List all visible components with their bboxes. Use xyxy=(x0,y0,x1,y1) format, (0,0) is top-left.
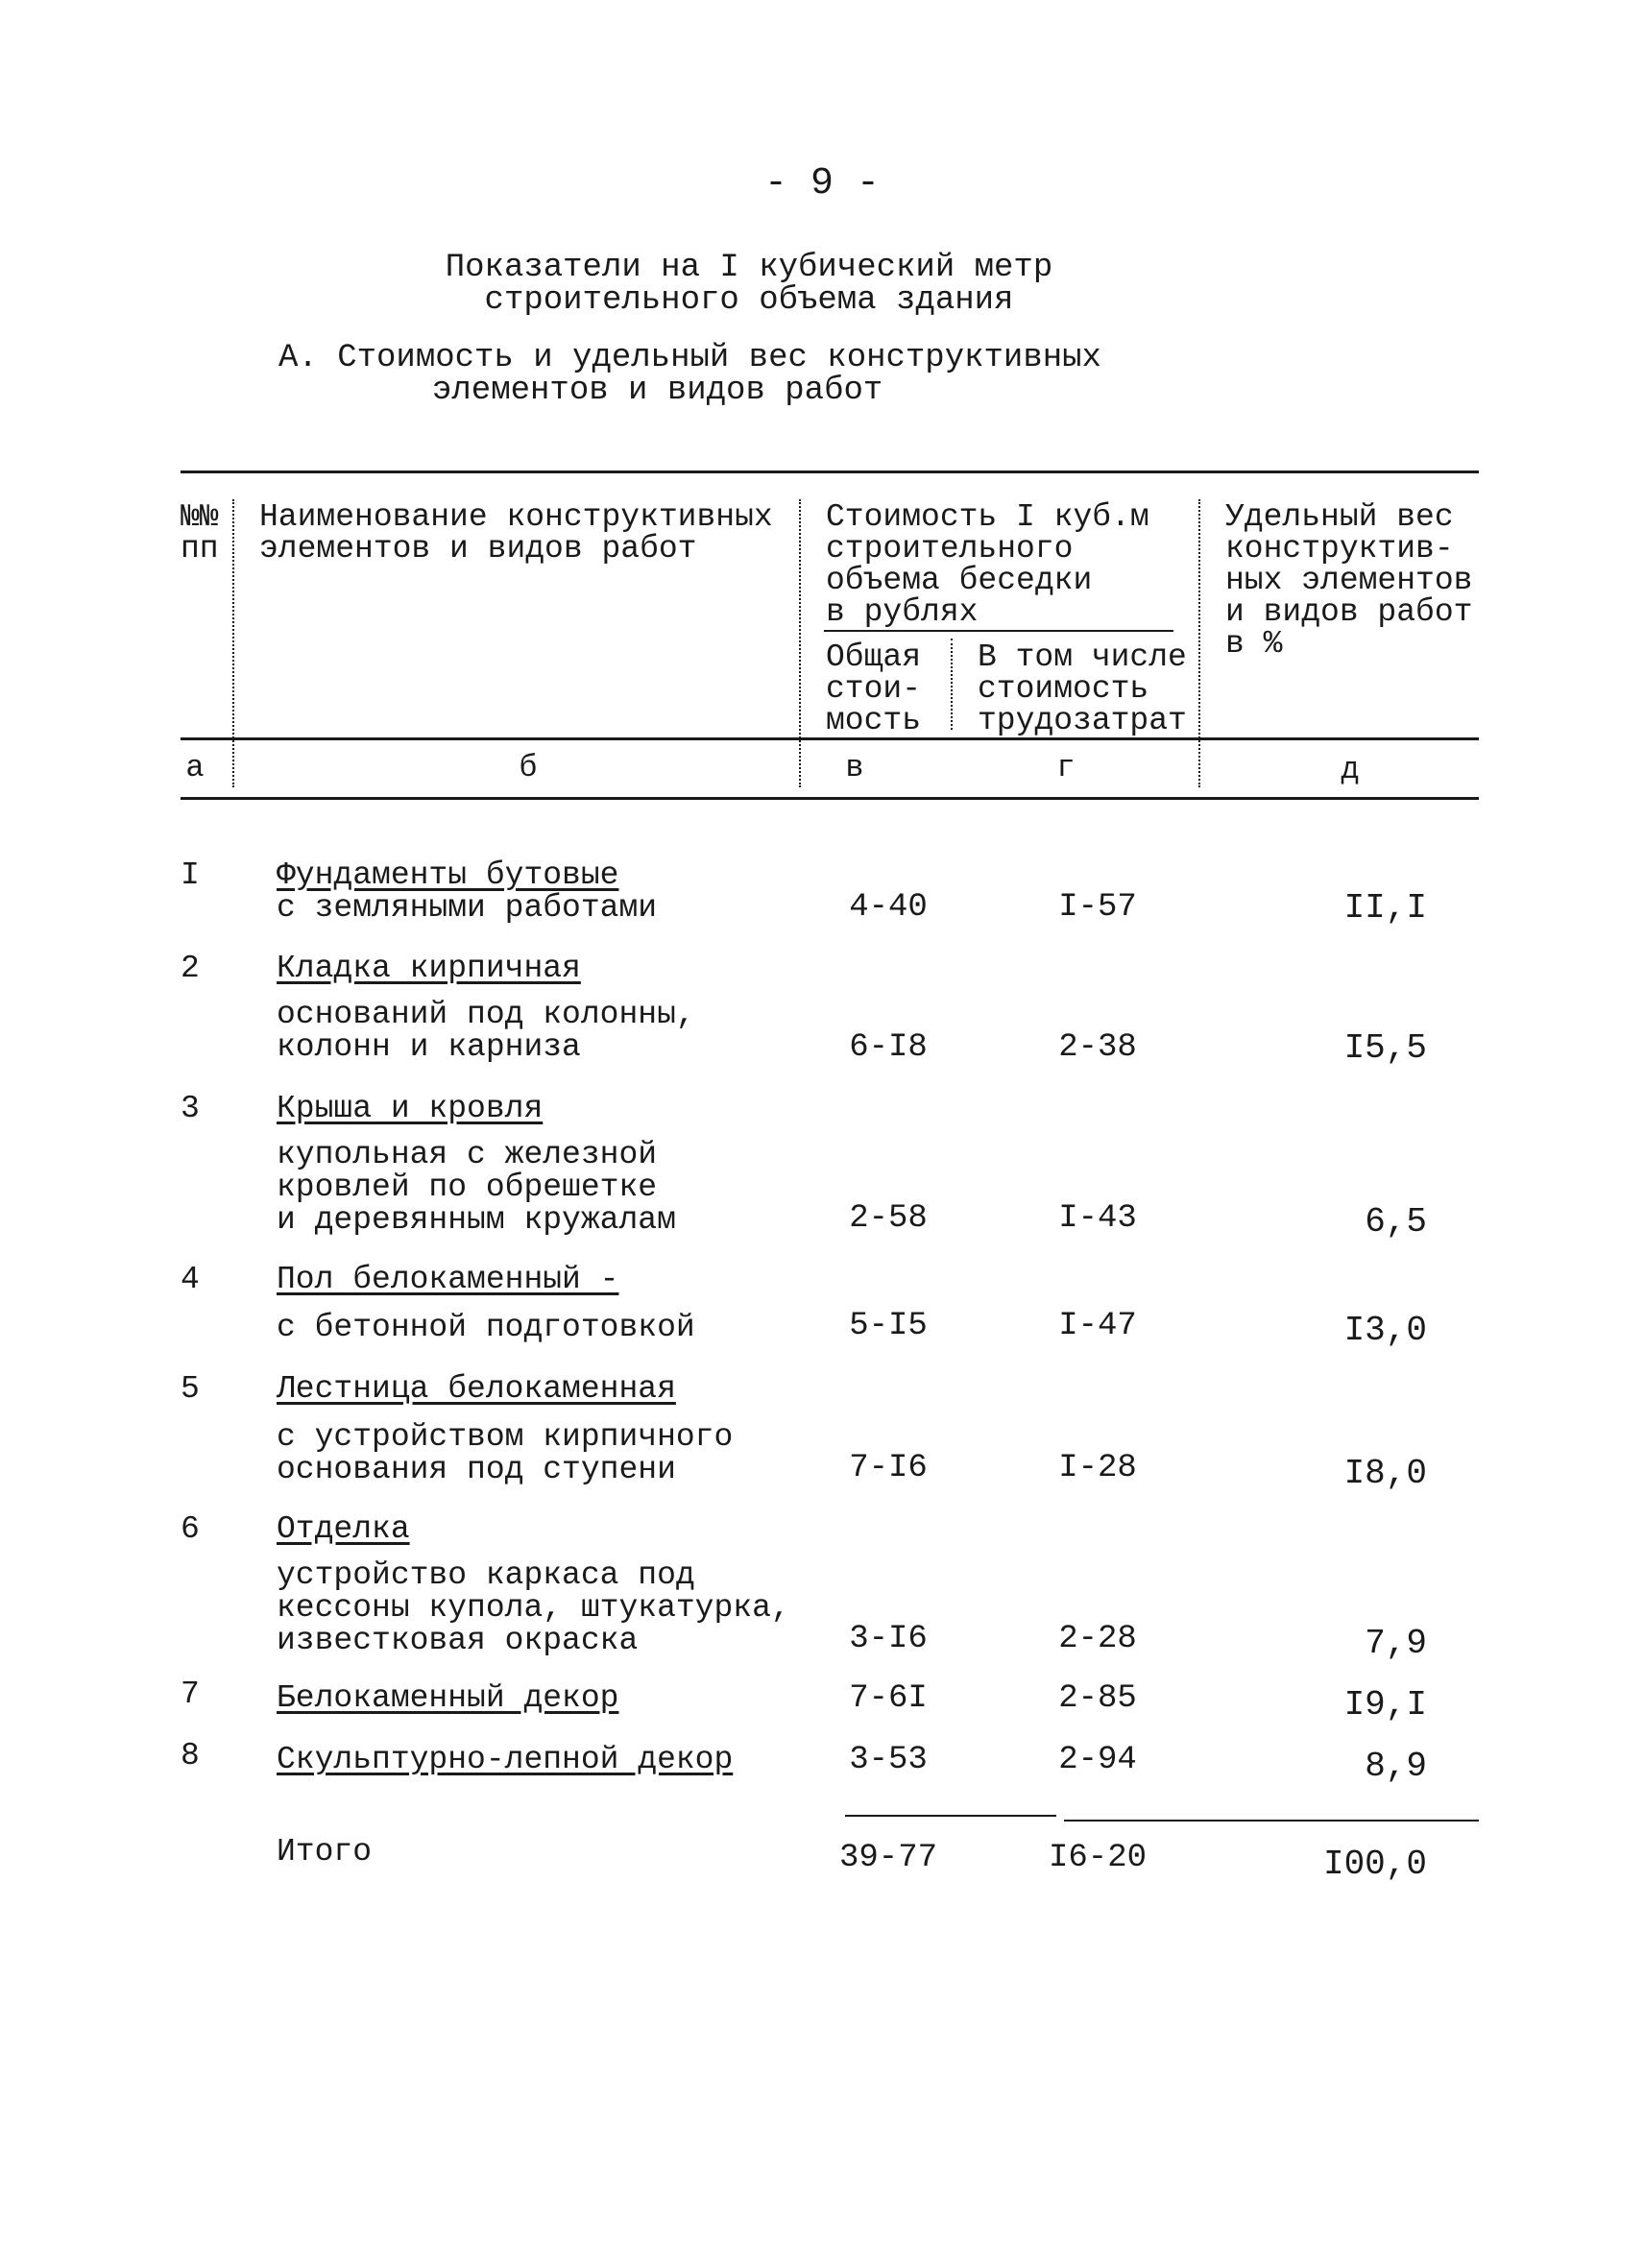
header-weight: Удельный вес конструктив- ных элементов и видов работ в % xyxy=(1225,499,1473,662)
document-title xyxy=(288,252,1210,317)
row-4-weight: I3,0 xyxy=(1343,1311,1427,1350)
row-3-title: Крыша и кровля xyxy=(277,1091,544,1126)
row-6-labor: 2-28 xyxy=(1058,1621,1137,1657)
row-4-num: 4 xyxy=(181,1262,200,1297)
row-1-num: I xyxy=(181,857,200,893)
row-6-weight: 7,9 xyxy=(1365,1624,1427,1663)
section-heading-line-1: А. Стоимость и удельный вес конструктивных xyxy=(278,340,1101,376)
row-7-weight: I9,I xyxy=(1343,1685,1427,1725)
row-7-labor: 2-85 xyxy=(1058,1680,1137,1717)
row-4-desc: с бетонной подготовкой xyxy=(277,1310,695,1345)
row-5-total: 7-I6 xyxy=(849,1450,928,1486)
row-4-name xyxy=(277,1264,695,1344)
col-letter-g: г xyxy=(1056,750,1076,785)
row-4-total: 5-I5 xyxy=(849,1308,928,1344)
row-2-desc: оснований под колонны, колонн и карниза xyxy=(277,997,695,1065)
row-8-total: 3-53 xyxy=(849,1742,928,1778)
row-5-weight: I8,0 xyxy=(1343,1454,1427,1493)
col-letter-a: а xyxy=(185,750,205,785)
col-letter-v: в xyxy=(845,750,864,785)
total-cost: 39-77 xyxy=(838,1840,938,1876)
row-8-num: 8 xyxy=(181,1738,200,1773)
row-6-desc: устройство каркаса под кессоны купола, штукатурка, известковая окраска xyxy=(277,1557,790,1658)
row-6-title: Отделка xyxy=(277,1511,410,1547)
row-5-desc: с устройством кирпичного основания под ступени xyxy=(277,1419,734,1487)
row-1-name xyxy=(277,859,657,925)
header-total: Общая стои- мость xyxy=(826,639,922,738)
row-4-labor: I-47 xyxy=(1058,1308,1137,1344)
cost-subheader-rule xyxy=(824,630,1173,632)
letters-bottom-rule xyxy=(181,797,1479,800)
total-weight: I00,0 xyxy=(1322,1845,1427,1884)
row-5-num: 5 xyxy=(181,1371,200,1407)
row-1-labor: I-57 xyxy=(1058,889,1137,926)
row-2-title: Кладка кирпичная xyxy=(277,951,581,986)
row-6-total: 3-I6 xyxy=(849,1621,928,1657)
row-3-num: 3 xyxy=(181,1091,200,1126)
row-3-name xyxy=(277,1093,676,1237)
row-3-total: 2-58 xyxy=(849,1200,928,1237)
row-1-weight: II,I xyxy=(1343,888,1427,928)
row-2-total: 6-I8 xyxy=(849,1029,928,1066)
row-5-labor: I-28 xyxy=(1058,1450,1137,1486)
header-cost: Стоимость I куб.м строительного объема беседки в рублях xyxy=(826,499,1149,630)
total-label: Итого xyxy=(277,1834,373,1870)
col-letter-d: д xyxy=(1341,752,1360,787)
col-separator-2 xyxy=(799,499,801,787)
row-7-title: Белокаменный декор xyxy=(277,1680,619,1716)
row-7-num: 7 xyxy=(181,1677,200,1712)
row-3-weight: 6,5 xyxy=(1365,1202,1427,1242)
row-1-total: 4-40 xyxy=(849,889,928,926)
col-separator-1 xyxy=(232,499,234,787)
row-1-desc: с земляными работами xyxy=(277,890,658,926)
header-num: №№ пп xyxy=(181,499,219,567)
row-2-num: 2 xyxy=(181,951,200,986)
section-heading-line-2: элементов и видов работ xyxy=(432,373,883,409)
header-labor: В том числе стоимость трудозатрат xyxy=(978,639,1187,738)
row-8-title: Скульптурно-лепной декор xyxy=(277,1742,734,1777)
row-8-weight: 8,9 xyxy=(1365,1747,1427,1786)
total-rule-2 xyxy=(1064,1820,1479,1822)
row-5-name xyxy=(277,1373,733,1486)
row-7-total: 7-6I xyxy=(849,1680,928,1717)
row-2-name xyxy=(277,953,695,1064)
total-labor: I6-20 xyxy=(1048,1840,1148,1876)
row-3-labor: I-43 xyxy=(1058,1200,1137,1237)
row-1-title: Фундаменты бутовые xyxy=(277,857,619,893)
row-4-title: Пол белокаменный - xyxy=(277,1262,619,1297)
row-6-name xyxy=(277,1513,790,1657)
section-heading xyxy=(278,342,1101,407)
row-5-title: Лестница белокаменная xyxy=(277,1371,676,1407)
row-2-labor: 2-38 xyxy=(1058,1029,1137,1066)
row-6-num: 6 xyxy=(181,1511,200,1547)
row-8-labor: 2-94 xyxy=(1058,1742,1137,1778)
col-separator-3 xyxy=(951,639,953,730)
header-name: Наименование конструктивных элементов и видов работ xyxy=(259,499,773,567)
title-line-1: Показатели на I кубический метр xyxy=(445,250,1053,286)
table-top-rule xyxy=(181,470,1479,473)
row-3-desc: купольная с железной кровлей по обрешетке и деревянным кружалам xyxy=(277,1137,676,1238)
page-number: - 9 - xyxy=(763,162,881,205)
total-rule-1 xyxy=(845,1815,1056,1817)
col-letter-b: б xyxy=(519,750,538,785)
row-8-name xyxy=(277,1744,733,1776)
title-line-2: строительного объема здания xyxy=(484,282,1014,319)
col-separator-4 xyxy=(1198,499,1200,787)
row-2-weight: I5,5 xyxy=(1343,1028,1427,1068)
row-7-name xyxy=(277,1682,618,1715)
